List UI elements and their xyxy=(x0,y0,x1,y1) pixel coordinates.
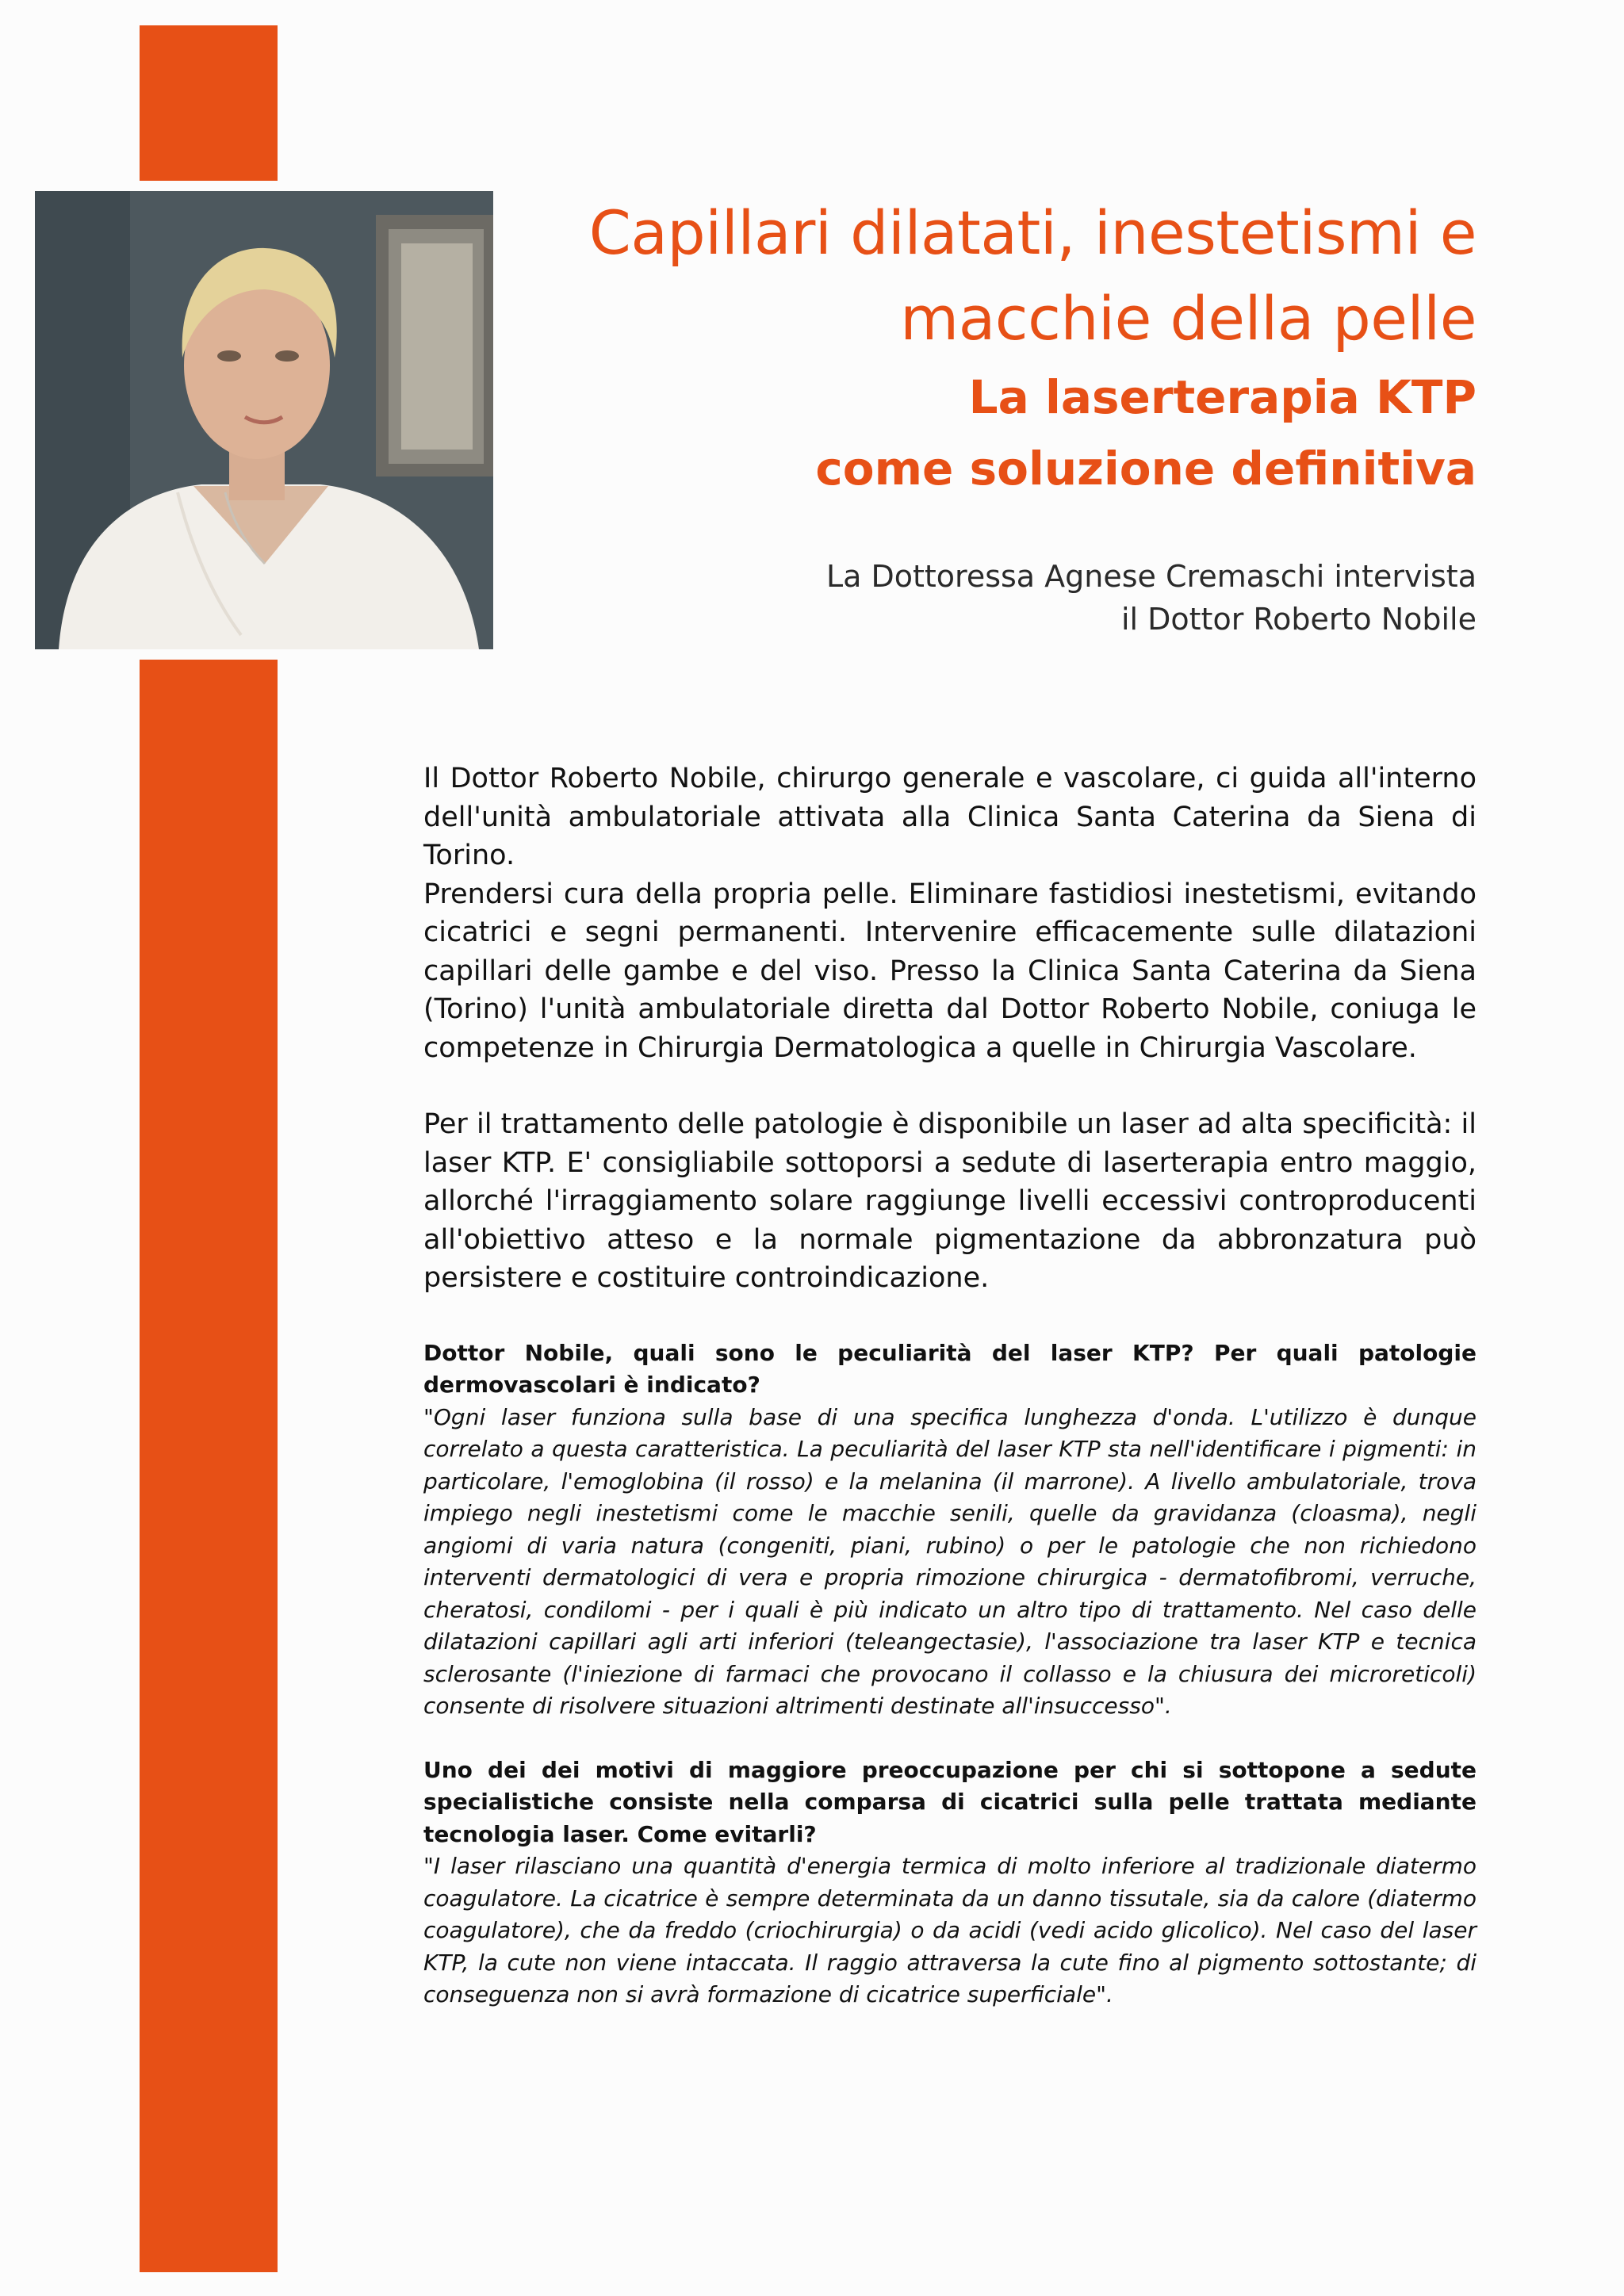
interview-answer: "I laser rilasciano una quantità d'energia termica di molto inferiore al tradizionale diatermo coagulatore. La cicatrice è sempre determinata da un danno tissutale, sia da calore (diatermo coagulatore), che da freddo (criochirurgia) o da acidi (vedi acido glicolico). Nel caso del laser KTP, la cute non viene intaccata. Il raggio attraversa la cute fino al pigmento sottostante; di conseguenza non si avrà formazione di cicatrice superficiale". xyxy=(423,1853,1477,2007)
title-line-1: Capillari dilatati, inestetismi e xyxy=(588,197,1477,268)
title-bold-line-1: La laserterapia KTP xyxy=(968,370,1477,424)
interview-item-2 xyxy=(423,1755,1477,2011)
intro-paragraph-2: Prendersi cura della propria pelle. Eliminare fastidiosi inestetismi, evitando cicatrici e segni permanenti. Intervenire efficacemente sulle dilatazioni capillari delle gambe e del viso. Presso la Clinica Santa Caterina da Siena (Torino) l'unità ambulatoriale diretta dal Dottor Roberto Nobile, coniuga le competenze in Chirurgia Dermatologica a quelle in Chirurgia Vascolare. xyxy=(423,878,1477,1064)
portrait-photo xyxy=(35,191,493,649)
decorative-orange-bar-top xyxy=(140,25,278,181)
interview-item-1 xyxy=(423,1337,1477,1723)
subtitle-line-2: il Dottor Roberto Nobile xyxy=(1120,602,1477,637)
subtitle xyxy=(525,555,1477,641)
title-bold-line-2: come soluzione definitiva xyxy=(815,442,1477,496)
interview-question: Uno dei dei motivi di maggiore preoccupazione per chi si sottopone a sedute specialistiche consiste nella comparsa di cicatrici sulla pelle trattata mediante tecnologia laser. Come evitarli? xyxy=(423,1756,1477,1847)
intro-paragraph-1: Il Dottor Roberto Nobile, chirurgo generale e vascolare, ci guida all'interno dell'unità ambulatoriale attivata alla Clinica Santa Caterina da Siena di Torino. xyxy=(423,763,1477,871)
interview-answer: "Ogni laser funziona sulla base di una specifica lunghezza d'onda. L'utilizzo è dunque correlato a questa caratteristica. La peculiarità del laser KTP sta nell'identificare i pigmenti: in particolare, l'emoglobina (il rosso) e la melanina (il marrone). A livello ambulatoriale, trova impiego negli inestetismi come le macchie senili, quelle da gravidanza (cloasma), negli angiomi di varia natura (congeniti, piani, rubino) o per le patologie che non richiedono interventi dermatologici di vera e propria rimozione chirurgica - dermatofibromi, verruche, cheratosi, condilomi - per i quali è più indicato un altro tipo di trattamento. Nel caso delle dilatazioni capillari agli arti inferiori (teleangectasie), l'associazione tra laser KTP e tecnica sclerosante (l'iniezione di farmaci che provocano il collasso e la chiusura dei microreticoli) consente di risolvere situazioni altrimenti destinate all'insuccesso". xyxy=(423,1403,1477,1719)
article-body xyxy=(423,760,1477,2011)
decorative-orange-bar-bottom xyxy=(140,660,278,2272)
title-line-2: macchie della pelle xyxy=(900,283,1477,354)
article-header xyxy=(525,190,1477,641)
intro-paragraph-3: Per il trattamento delle patologie è disponibile un laser ad alta specificità: il laser KTP. E' consigliabile sottoporsi a sedute di laserterapia entro maggio, allorché l'irraggiamento solare raggiunge livelli eccessivi controproducenti all'obiettivo atteso e la normale pigmentazione da abbronzatura può persistere e costituire controindicazione. xyxy=(423,1108,1477,1294)
interview-question: Dottor Nobile, quali sono le peculiarità del laser KTP? Per quali patologie dermovascolari è indicato? xyxy=(423,1339,1477,1398)
subtitle-line-1: La Dottoressa Agnese Cremaschi intervista xyxy=(825,559,1477,594)
intro-section xyxy=(423,760,1477,1298)
